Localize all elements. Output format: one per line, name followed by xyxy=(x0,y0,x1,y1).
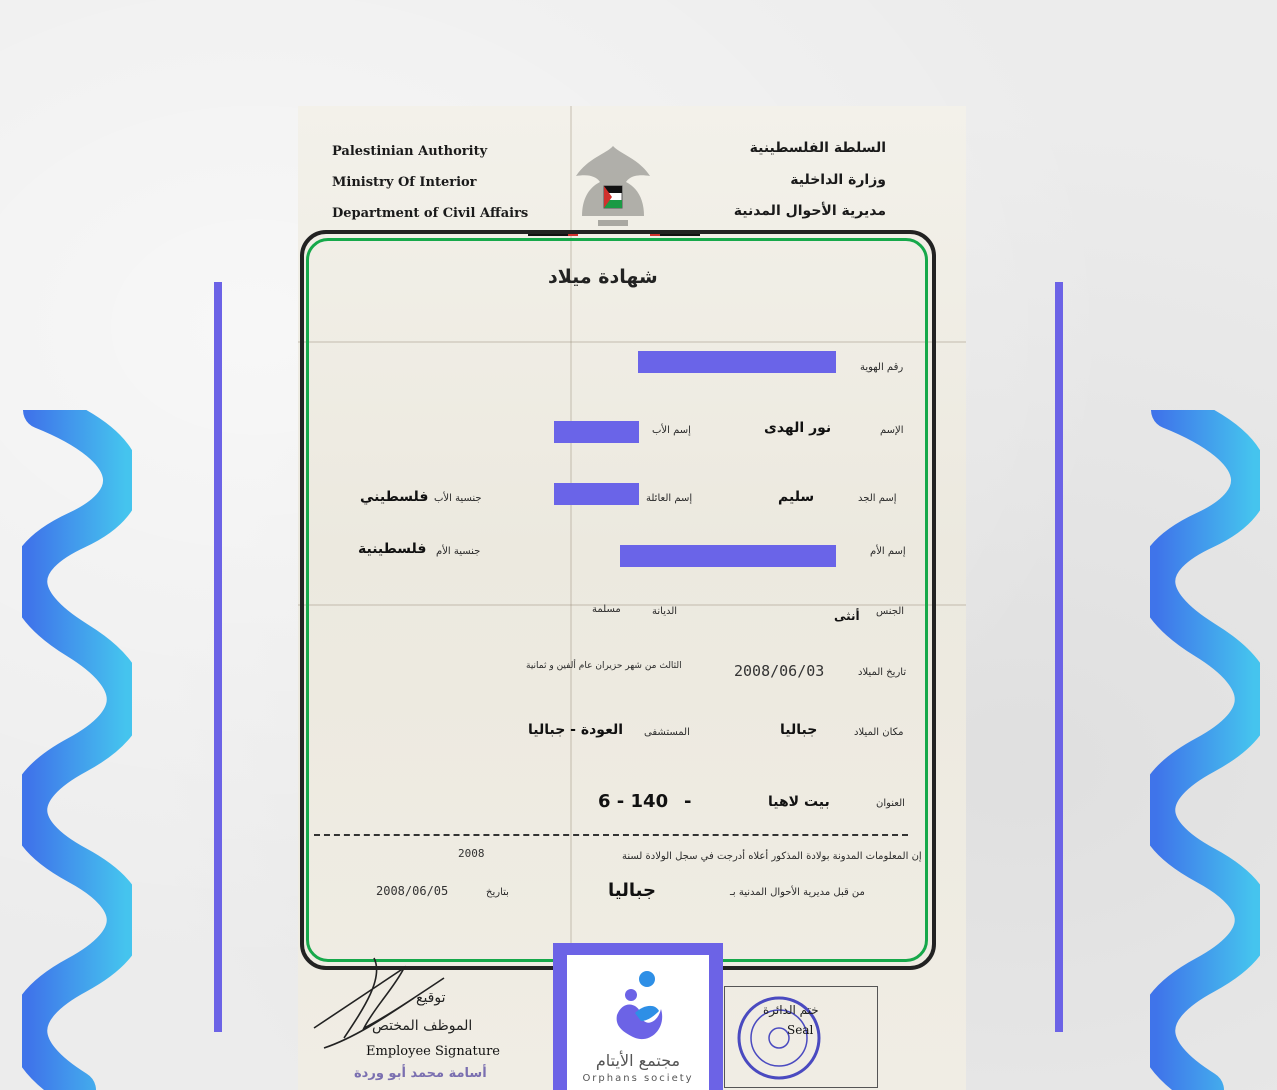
grandfather-value: سليم xyxy=(778,489,815,505)
redaction-family-name xyxy=(554,483,639,505)
employee-label-ar: الموظف المختص xyxy=(372,1018,473,1034)
seal-label-ar: ختم الدائرة xyxy=(763,1003,819,1017)
redaction-father-name xyxy=(554,421,639,443)
family-name-label: إسم العائلة xyxy=(646,493,693,504)
date-of-birth-label: تاريخ الميلاد xyxy=(858,667,907,678)
name-label: الإسم xyxy=(880,425,904,436)
redaction-id-number xyxy=(638,351,836,373)
left-accent-line xyxy=(214,282,222,1032)
employee-signature-label: Employee Signature xyxy=(366,1044,500,1059)
header-ar-ministry: وزارة الداخلية xyxy=(790,172,886,188)
redaction-mother-name xyxy=(620,545,836,567)
right-accent-line xyxy=(1055,282,1063,1032)
header-en-department: Department of Civil Affairs xyxy=(332,206,529,221)
address-number-value: 6 - 140 xyxy=(598,791,669,812)
family-logo-icon xyxy=(613,969,667,1049)
father-nationality-label: جنسية الأب xyxy=(434,493,482,504)
logo-name-en: Orphans society xyxy=(582,1073,694,1084)
header-ar-department: مديرية الأحوال المدنية xyxy=(733,203,886,219)
logo-name-ar: مجتمع الأيتام xyxy=(595,1051,681,1070)
hospital-label: المستشفى xyxy=(644,727,690,738)
hospital-value: العودة - جباليا xyxy=(528,722,624,738)
mother-nationality-label: جنسية الأم xyxy=(436,546,481,557)
place-of-birth-label: مكان الميلاد xyxy=(854,727,904,738)
place-of-birth-value: جباليا xyxy=(780,722,818,738)
father-nationality-value: فلسطيني xyxy=(360,489,429,505)
religion-value: مسلمة xyxy=(592,604,621,615)
id-number-label: رقم الهوية xyxy=(860,362,904,373)
issued-place-value: جباليا xyxy=(608,880,656,901)
grandfather-label: إسم الجد xyxy=(858,493,897,504)
date-of-birth-words: الثالث من شهر حزيران عام ألفين و ثمانية xyxy=(526,661,682,671)
certificate-title: شهادة ميلاد xyxy=(548,266,658,288)
orphans-society-logo xyxy=(567,955,709,1090)
right-wave-decoration xyxy=(1150,410,1260,1090)
seal-label-en: Seal xyxy=(787,1023,814,1037)
left-wave-decoration xyxy=(22,410,132,1090)
orphans-society-logo-frame xyxy=(553,943,723,1090)
eagle-emblem-icon xyxy=(568,136,658,236)
employee-name: أسامة محمد أبو وردة xyxy=(354,1066,487,1081)
seal-box xyxy=(724,986,878,1088)
religion-label: الديانة xyxy=(652,606,678,617)
father-name-label: إسم الأب xyxy=(652,425,691,436)
header-en-ministry: Ministry Of Interior xyxy=(332,175,477,190)
registration-year: 2008 xyxy=(458,847,485,860)
address-city-value: بيت لاهيا xyxy=(768,794,830,810)
gender-value: أنثى xyxy=(834,609,860,623)
mother-nationality-value: فلسطينية xyxy=(358,541,427,557)
mother-name-label: إسم الأم xyxy=(870,546,906,557)
separator-line xyxy=(314,834,908,836)
signature-label-ar: توقيع xyxy=(416,990,446,1006)
name-value: نور الهدى xyxy=(764,420,832,436)
issue-date-label: بتاريخ xyxy=(486,887,509,898)
gender-label: الجنس xyxy=(876,606,905,617)
address-dash: - xyxy=(684,791,692,812)
address-label: العنوان xyxy=(876,798,905,809)
header-en-authority: Palestinian Authority xyxy=(332,144,488,159)
issue-date-value: 2008/06/05 xyxy=(376,884,449,898)
date-of-birth-value: 2008/06/03 xyxy=(734,662,825,680)
issued-by-label: من قبل مديرية الأحوال المدنية بـ xyxy=(730,887,865,898)
header-ar-authority: السلطة الفلسطينية xyxy=(749,140,886,156)
registration-statement: إن المعلومات المدونة بولادة المذكور أعلاه أدرجت في سجل الولادة لسنة xyxy=(622,851,922,862)
